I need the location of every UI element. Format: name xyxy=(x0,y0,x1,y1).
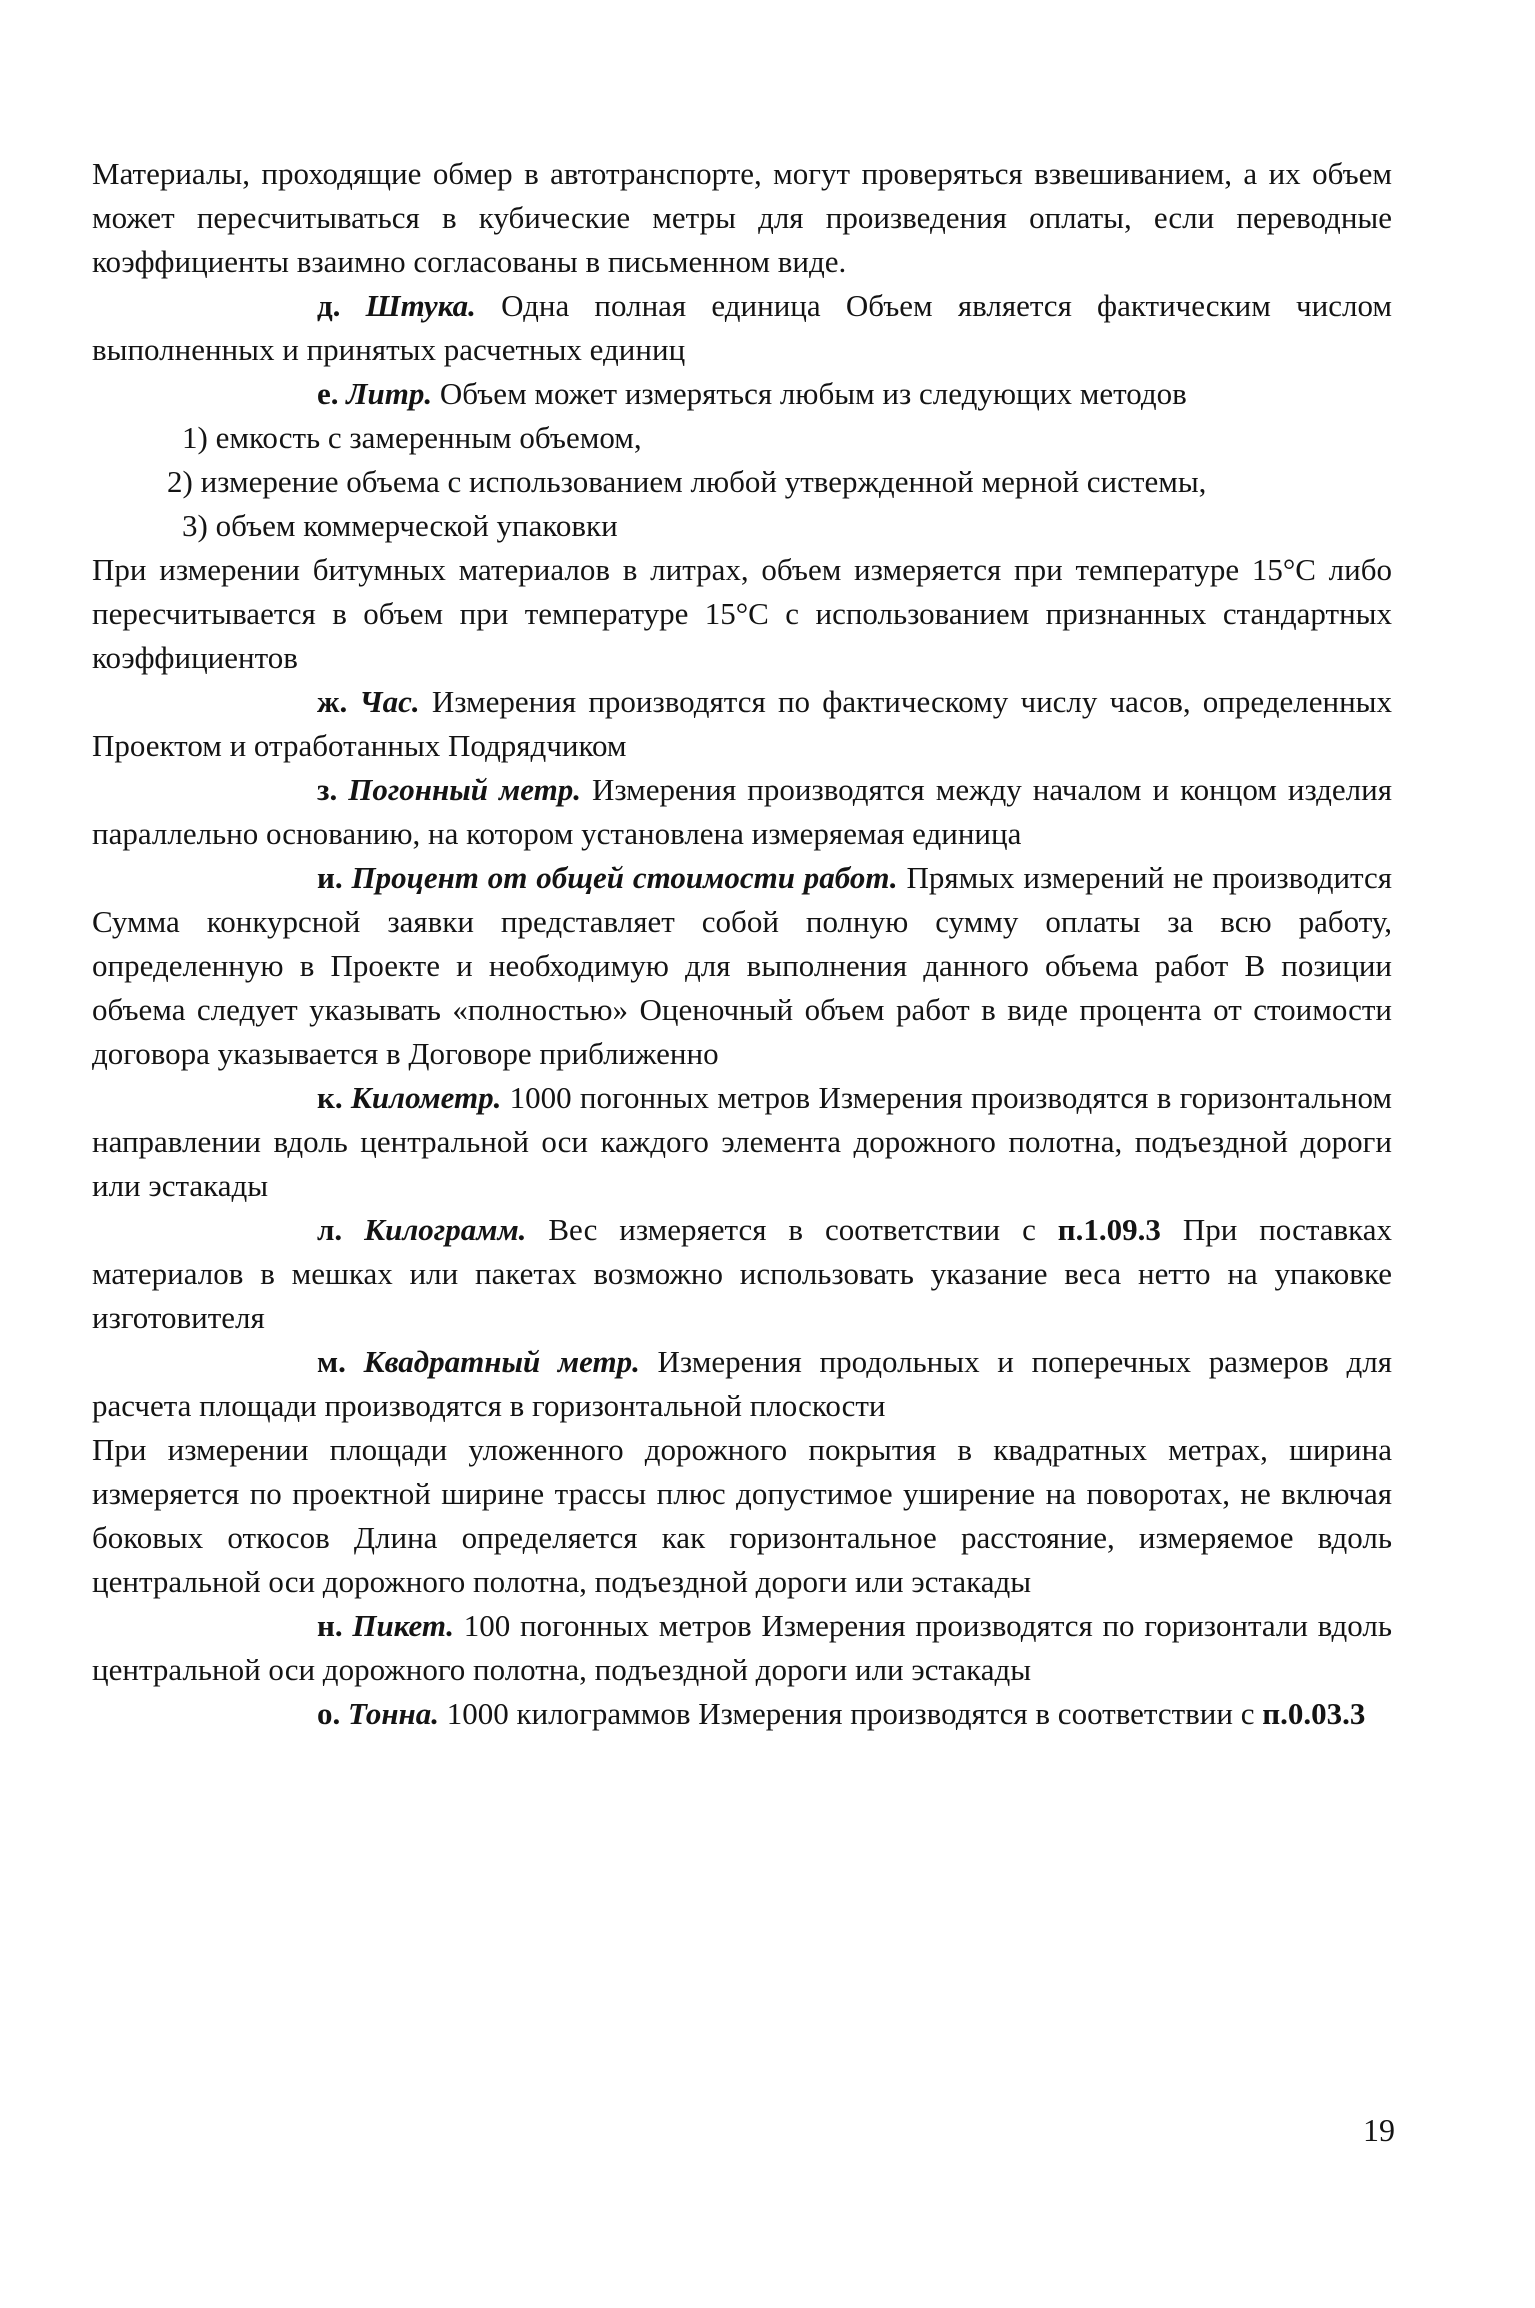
area-note-paragraph: При измерении площади уложенного дорожного покрытия в квадратных метрах, ширина измеряется по проектной ширине трассы плюс допустимое уширение на поворотах, не включая боковых откосов Длина определяется как горизонтальное расстояние, измеряемое вдоль центральной оси дорожного полотна, подъездной дороги или эстакады xyxy=(92,1432,1392,1599)
item-i-title: Процент от общей стоимости работ. xyxy=(351,860,898,895)
item-m xyxy=(92,1340,1392,1428)
litr-method-1: 1) емкость с замеренным объемом, xyxy=(182,420,642,455)
item-d xyxy=(92,284,1392,372)
body-text xyxy=(92,152,1392,1736)
item-n-title: Пикет. xyxy=(352,1608,455,1643)
item-i-letter: и. xyxy=(317,860,343,895)
item-zh-text: Измерения производятся по фактическому числу часов, определенных Проектом и отработанных Подрядчиком xyxy=(92,684,1392,763)
item-d-title: Штука. xyxy=(365,288,476,323)
item-l-letter: л. xyxy=(317,1212,343,1247)
item-n xyxy=(92,1604,1392,1692)
item-z-text: Измерения производятся между началом и концом изделия параллельно основанию, на котором установлена измеряемая единица xyxy=(92,772,1393,851)
item-i-text: Прямых измерений не производится Сумма конкурсной заявки представляет собой полную сумму оплаты за всю работу, определенную в Проекте и необходимую для выполнения данного объема работ В позиции объема следует указывать «полностью» Оценочный объем работ в виде процента от стоимости договора указывается в Договоре приближенно xyxy=(92,860,1393,1071)
intro-paragraph: Материалы, проходящие обмер в автотранспорте, могут проверяться взвешиванием, а их объем может пересчитываться в кубические метры для произведения оплаты, если переводные коэффициенты взаимно согласованы в письменном виде. xyxy=(92,156,1392,279)
item-o-text: 1000 килограммов Измерения производятся в соответствии с xyxy=(439,1696,1263,1731)
item-o xyxy=(92,1692,1392,1736)
item-zh xyxy=(92,680,1392,768)
item-l xyxy=(92,1208,1392,1340)
item-zh-letter: ж. xyxy=(317,684,348,719)
item-d-text: Одна полная единица Объем является фактическим числом выполненных и принятых расчетных единиц xyxy=(92,288,1392,367)
item-e-letter: е. xyxy=(317,376,339,411)
item-m-letter: м. xyxy=(317,1344,346,1379)
bitumen-paragraph: При измерении битумных материалов в литрах, объем измеряется при температуре 15°С либо пересчитывается в объем при температуре 15°С с использованием признанных стандартных коэффициентов xyxy=(92,552,1392,675)
item-d-letter: д. xyxy=(317,288,341,323)
item-n-letter: н. xyxy=(317,1608,343,1643)
item-z-title: Погонный метр. xyxy=(348,772,581,807)
item-n-text: 100 погонных метров Измерения производятся по горизонтали вдоль центральной оси дорожного полотна, подъездной дороги или эстакады xyxy=(92,1608,1392,1687)
item-zh-title: Час. xyxy=(359,684,420,719)
litr-method-3: 3) объем коммерческой упаковки xyxy=(182,508,618,543)
item-e-title: Литр. xyxy=(346,376,433,411)
item-k-text: 1000 погонных метров Измерения производятся в горизонтальном направлении вдоль центральной оси каждого элемента дорожного полотна, подъездной дороги или эстакады xyxy=(92,1080,1393,1203)
item-l-ref: п.1.09.3 xyxy=(1057,1212,1161,1247)
item-e-text: Объем может измеряться любым из следующих методов xyxy=(432,376,1187,411)
item-e xyxy=(92,372,1392,416)
item-l-title: Килограмм. xyxy=(364,1212,527,1247)
item-z xyxy=(92,768,1392,856)
item-k-title: Километр. xyxy=(350,1080,502,1115)
item-o-ref: п.0.03.3 xyxy=(1262,1696,1366,1731)
page-number: 19 xyxy=(1363,2112,1395,2148)
item-l-text2: При поставках материалов в мешках или пакетах возможно использовать указание веса нетто на упаковке изготовителя xyxy=(92,1212,1393,1335)
item-k-letter: к. xyxy=(317,1080,343,1115)
item-m-text: Измерения продольных и поперечных размеров для расчета площади производятся в горизонтальной плоскости xyxy=(92,1344,1392,1423)
litr-method-2: 2) измерение объема с использованием любой утвержденной мерной системы, xyxy=(167,464,1207,499)
item-k xyxy=(92,1076,1392,1208)
item-o-title: Тонна. xyxy=(348,1696,439,1731)
item-i xyxy=(92,856,1392,1076)
item-l-text: Вес измеряется в соответствии с xyxy=(526,1212,1058,1247)
item-o-letter: о. xyxy=(317,1696,341,1731)
item-m-title: Квадратный метр. xyxy=(363,1344,640,1379)
item-z-letter: з. xyxy=(317,772,338,807)
